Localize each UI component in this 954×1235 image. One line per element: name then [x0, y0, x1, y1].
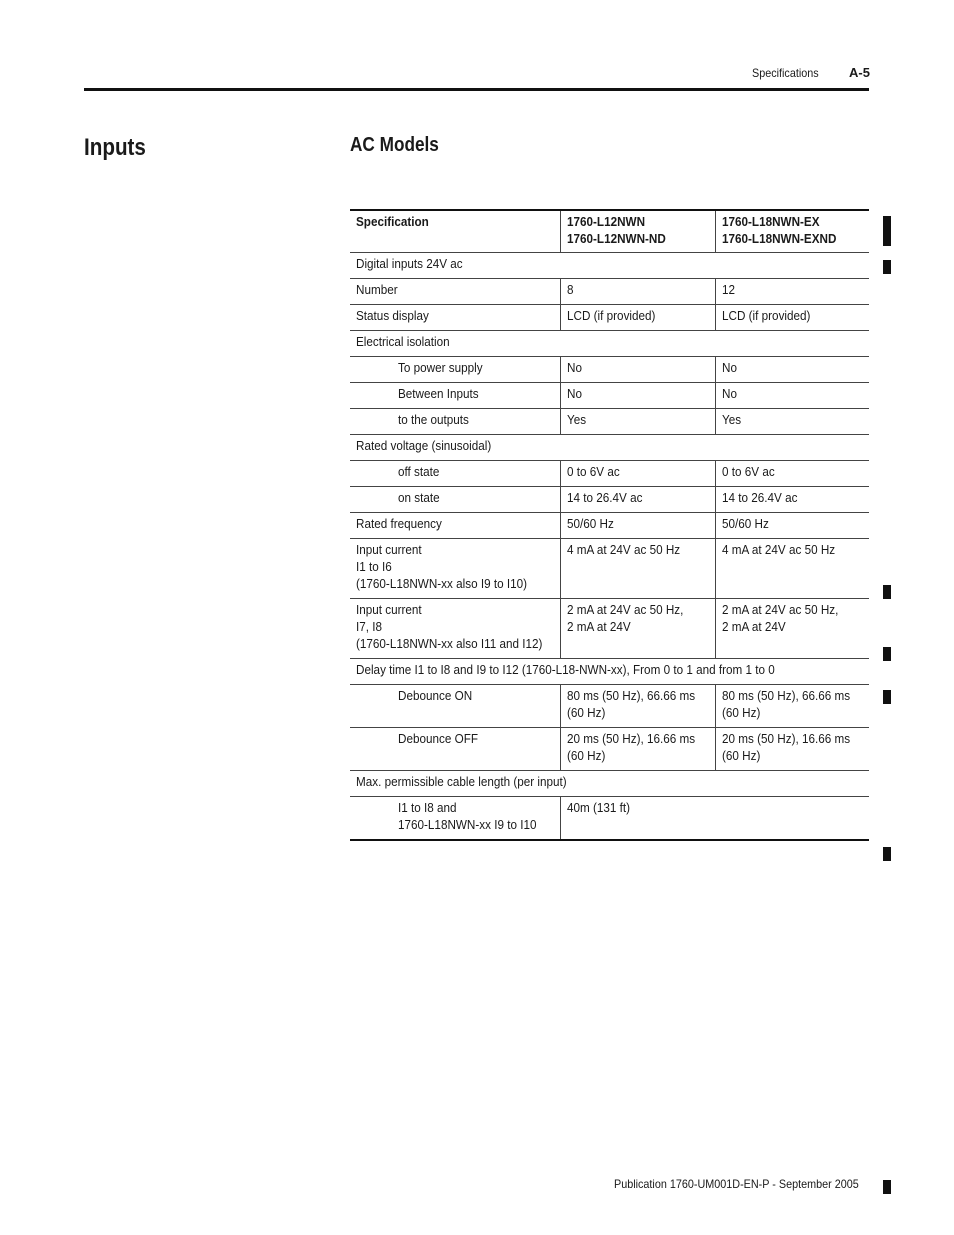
value-cell-l18: 4 mA at 24V ac 50 Hz: [715, 539, 869, 599]
value-cell-l12: No: [560, 383, 715, 409]
value-cell-l12: 80 ms (50 Hz), 66.66 ms (60 Hz): [560, 685, 715, 728]
publication-footer: Publication 1760-UM001D-EN-P - September 2005: [614, 1177, 859, 1191]
value-cell-l12: LCD (if provided): [560, 305, 715, 331]
column-header-l18nwn: 1760-L18NWN-EX 1760-L18NWN-EXND: [715, 210, 869, 253]
row-group-label: Delay time I1 to I8 and I9 to I12 (1760-L18-NWN-xx), From 0 to 1 and from 1 to 0: [350, 659, 869, 685]
value-cell-l12: 2 mA at 24V ac 50 Hz, 2 mA at 24V: [560, 599, 715, 659]
value-cell-l18: 0 to 6V ac: [715, 461, 869, 487]
spec-cell: Input current I7, I8 (1760-L18NWN-xx also I11 and I12): [350, 599, 560, 659]
value-cell-l12: 0 to 6V ac: [560, 461, 715, 487]
spec-cell: to the outputs: [350, 409, 560, 435]
column-header-specification: Specification: [350, 210, 560, 253]
row-group-label: Rated voltage (sinusoidal): [350, 435, 869, 461]
table-row: [350, 599, 869, 659]
table-row: [350, 487, 869, 513]
table-row: [350, 409, 869, 435]
column-header-l12nwn: 1760-L12NWN 1760-L12NWN-ND: [560, 210, 715, 253]
row-group-label: Electrical isolation: [350, 331, 869, 357]
value-cell-l12: 4 mA at 24V ac 50 Hz: [560, 539, 715, 599]
table-row: [350, 461, 869, 487]
value-cell-l12: 8: [560, 279, 715, 305]
spec-cell: Number: [350, 279, 560, 305]
specification-table: [350, 209, 869, 841]
change-bar: [883, 690, 891, 704]
spec-cell: I1 to I8 and 1760-L18NWN-xx I9 to I10: [350, 797, 560, 841]
change-bar: [883, 647, 891, 661]
table-row: [350, 728, 869, 771]
value-cell-l18: No: [715, 383, 869, 409]
value-cell-l18: 50/60 Hz: [715, 513, 869, 539]
row-group-label: Max. permissible cable length (per input): [350, 771, 869, 797]
value-cell-l12: No: [560, 357, 715, 383]
table-row: [350, 357, 869, 383]
header-rule: [84, 88, 869, 91]
value-cell-l18: 14 to 26.4V ac: [715, 487, 869, 513]
value-cell-l18: 2 mA at 24V ac 50 Hz, 2 mA at 24V: [715, 599, 869, 659]
section-heading: Inputs: [84, 134, 146, 161]
spec-cell: Debounce OFF: [350, 728, 560, 771]
value-cell-l18: No: [715, 357, 869, 383]
spec-cell: Rated frequency: [350, 513, 560, 539]
spec-cell: Between Inputs: [350, 383, 560, 409]
table-row: [350, 383, 869, 409]
value-cell-l18: 20 ms (50 Hz), 16.66 ms (60 Hz): [715, 728, 869, 771]
table-row: [350, 253, 869, 279]
table-row: [350, 539, 869, 599]
change-bar: [883, 216, 891, 246]
table-row: [350, 331, 869, 357]
spec-cell: Input current I1 to I6 (1760-L18NWN-xx also I9 to I10): [350, 539, 560, 599]
table-row: [350, 435, 869, 461]
change-bar: [883, 1180, 891, 1194]
value-cell-l12: Yes: [560, 409, 715, 435]
table-row: [350, 305, 869, 331]
value-cell-both: 40m (131 ft): [560, 797, 869, 841]
row-group-label: Digital inputs 24V ac: [350, 253, 869, 279]
running-header-section: Specifications: [752, 66, 819, 80]
value-cell-l12: 50/60 Hz: [560, 513, 715, 539]
spec-cell: Debounce ON: [350, 685, 560, 728]
table-row: [350, 513, 869, 539]
value-cell-l18: 12: [715, 279, 869, 305]
page-number: A-5: [849, 65, 870, 80]
change-bar: [883, 585, 891, 599]
table-row: [350, 797, 869, 841]
table-header-row: [350, 210, 869, 253]
value-cell-l12: 20 ms (50 Hz), 16.66 ms (60 Hz): [560, 728, 715, 771]
table-row: [350, 771, 869, 797]
value-cell-l18: Yes: [715, 409, 869, 435]
change-bar: [883, 847, 891, 861]
value-cell-l12: 14 to 26.4V ac: [560, 487, 715, 513]
value-cell-l18: 80 ms (50 Hz), 66.66 ms (60 Hz): [715, 685, 869, 728]
table-row: [350, 279, 869, 305]
change-bar: [883, 260, 891, 274]
spec-cell: off state: [350, 461, 560, 487]
table-row: [350, 685, 869, 728]
spec-cell: on state: [350, 487, 560, 513]
subsection-heading: AC Models: [350, 134, 439, 156]
value-cell-l18: LCD (if provided): [715, 305, 869, 331]
table-row: [350, 659, 869, 685]
spec-cell: Status display: [350, 305, 560, 331]
spec-cell: To power supply: [350, 357, 560, 383]
